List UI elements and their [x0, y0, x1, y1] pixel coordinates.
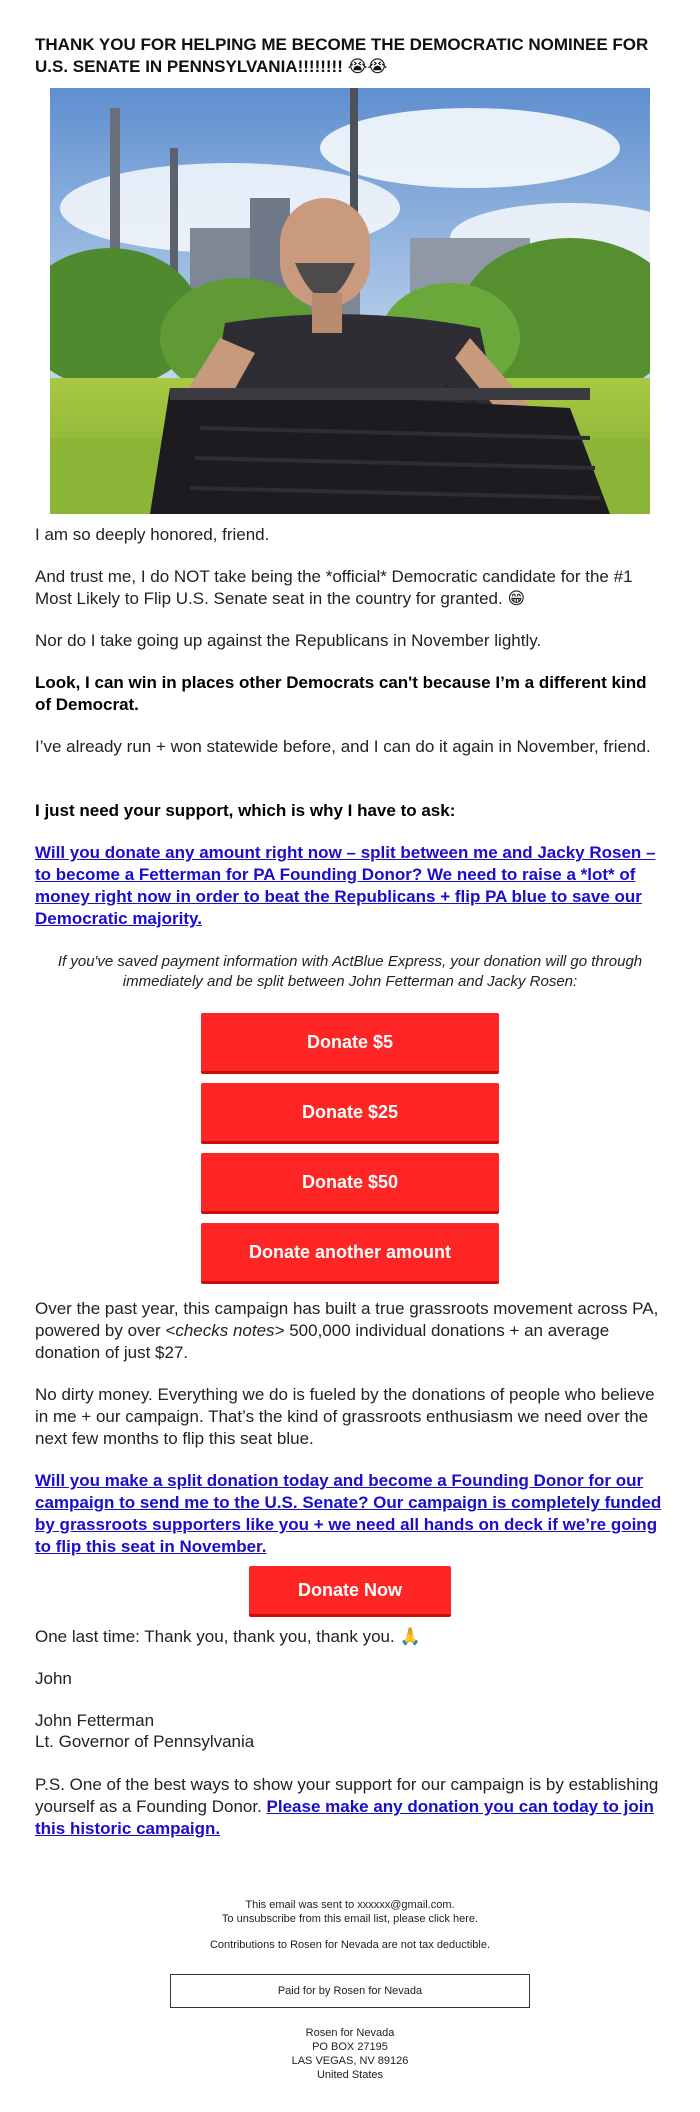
- actblue-express-note: If you've saved payment information with ActBlue Express, your donation will go through immediately and be split between John Fetterman and Jacky Rosen:: [57, 953, 643, 990]
- founding-donor-link-paragraph: [35, 1470, 665, 1558]
- signature-name: John Fetterman: [35, 1711, 155, 1730]
- greeting-paragraph: I am so deeply honored, friend.: [35, 525, 270, 544]
- footer-tax-notice: Contributions to Rosen for Nevada are not tax deductible.: [209, 1939, 491, 1951]
- footer-sent-to: This email was sent to xxxxxx@gmail.com.: [245, 1899, 455, 1911]
- postscript-paragraph: [35, 1774, 665, 1840]
- paragraph-different-democrat: Look, I can win in places other Democrats can't because I’m a different kind of Democrat.: [35, 673, 647, 714]
- donate-25-button[interactable]: Donate $25: [201, 1083, 499, 1144]
- paragraph-support-ask: I just need your support, which is why I have to ask:: [35, 801, 456, 820]
- signature-title: Lt. Governor of Pennsylvania: [35, 1732, 255, 1751]
- footer-address-line-3: LAS VEGAS, NV 89126: [291, 2055, 409, 2067]
- footer-address-line-4: United States: [316, 2069, 384, 2081]
- donate-link-paragraph: [35, 842, 665, 930]
- donate-now-button[interactable]: Donate Now: [249, 1566, 451, 1617]
- paragraph-statewide: I’ve already run + won statewide before, and I can do it again in November, friend.: [35, 737, 651, 756]
- postscript-text: P.S. One of the best ways to show your support for our campaign is by establishing yourself as a Founding Donor.: [35, 1775, 659, 1816]
- donate-other-amount-button[interactable]: Donate another amount: [201, 1223, 499, 1284]
- checks-notes-text: <checks notes>: [165, 1321, 285, 1340]
- paragraph-no-dirty-money: No dirty money. Everything we do is fueled by the donations of people who believe in me + our campaign. That’s the kind of grassroots enthusiasm we need over the next few months to flip this seat blue.: [35, 1385, 655, 1448]
- footer-address-line-1: Rosen for Nevada: [305, 2027, 395, 2039]
- donate-5-button[interactable]: Donate $5: [201, 1013, 499, 1074]
- postscript-donate-link[interactable]: Please make any donation you can today to join this historic campaign.: [35, 1797, 654, 1838]
- footer-unsubscribe: [35, 1912, 665, 1926]
- headline: THANK YOU FOR HELPING ME BECOME THE DEMOCRATIC NOMINEE FOR U.S. SENATE IN PENNSYLVANIA!!!!!!!! 😭😭: [35, 35, 649, 76]
- paragraph-republicans: Nor do I take going up against the Republicans in November lightly.: [35, 631, 542, 650]
- paragraph-thank-you: One last time: Thank you, thank you, thank you. 🙏: [35, 1627, 421, 1646]
- grassroots-text-b: 500,000 individual donations + an average donation of just $27.: [35, 1321, 610, 1362]
- donate-split-link[interactable]: Will you donate any amount right now – split between me and Jacky Rosen – to become a Fetterman for PA Founding Donor? We need to raise a *lot* of money right now in order to beat the Republicans + flip PA blue to save our Democratic majority.: [35, 843, 656, 928]
- paragraph-official-candidate: And trust me, I do NOT take being the *official* Democratic candidate for the #1 Most Likely to Flip U.S. Senate seat in the country for granted. 😁: [35, 567, 633, 608]
- candidate-photo: [50, 88, 650, 514]
- paragraph-grassroots: [35, 1298, 665, 1364]
- grassroots-text-a: Over the past year, this campaign has built a true grassroots movement across PA, powered by over: [35, 1299, 659, 1340]
- unsubscribe-link[interactable]: To unsubscribe from this email list, please click here.: [221, 1913, 479, 1925]
- sign-off-name: John: [35, 1669, 72, 1688]
- paid-for-box: Paid for by Rosen for Nevada: [170, 1974, 530, 2008]
- donate-50-button[interactable]: Donate $50: [201, 1153, 499, 1214]
- founding-donor-link[interactable]: Will you make a split donation today and become a Founding Donor for our campaign to send me to the U.S. Senate? Our campaign is completely funded by grassroots supporters like you + we need all hands on deck if we’re going to flip this seat in November.: [35, 1471, 662, 1556]
- footer-address-line-2: PO BOX 27195: [312, 2041, 388, 2053]
